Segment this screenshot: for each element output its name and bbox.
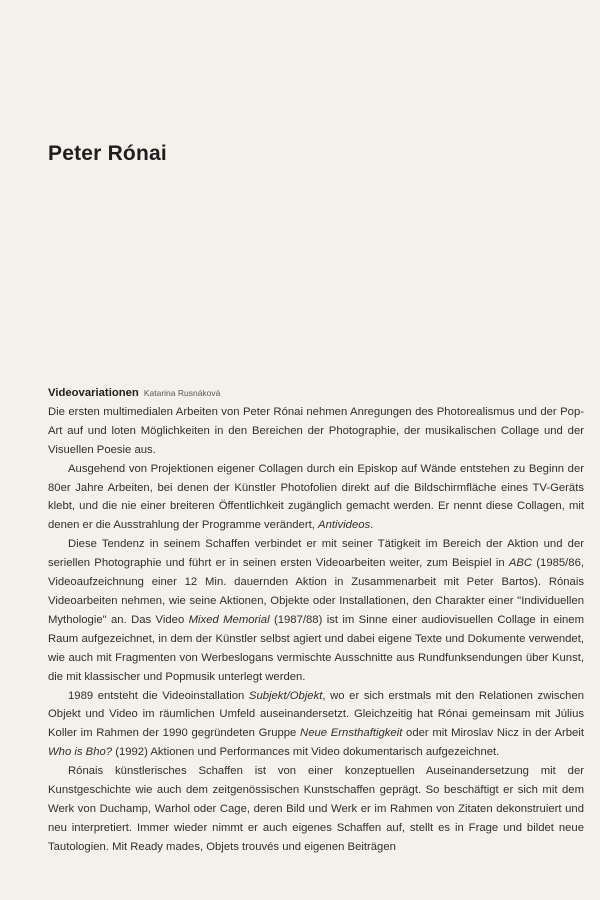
paragraph-5: Rónais künstlerisches Schaffen ist von einer konzeptuellen Auseinandersetzung mit der Kunstgeschichte wie auch dem zeitgenössischen Kunstschaffen geprägt. So beschäftigt er sich mit dem Werk von Duchamp, Warhol oder Cage, deren Bild und Werk er im Rahmen von Zitaten dekonstruiert und neu interpretiert. Immer wieder nimmt er auch eigenes Schaffen auf, stellt es in Frage und bildet neue Tautologien. Mit Ready mades, Objets trouvés und eigenen Beiträgen — [48, 765, 584, 853]
paragraph-3-part-b: (1985/86, Videoaufzeichnung einer 12 Min. dauernden Aktion in Zusammenarbeit mit Peter Bartos). Rónais Videoarbeiten nehmen, wie seine Aktionen, Objekte oder Installationen, den Charakter einer "Individuellen Mythologie" an. Das Video — [48, 557, 585, 626]
work-title-subjekt-objekt: Subjekt/Objekt — [248, 689, 323, 702]
paragraph-2-text: Ausgehend von Projektionen eigener Collagen durch ein Episkop auf Wände entstehen zu Beginn der 80er Jahre Arbeiten, bei denen der Künstler Photofolien direkt auf die Bildschirmfläche eines TV-Geräts klebt, und die nie einer breiteren Öffentlichkeit zugänglich gemacht werden. Er nennt diese Collagen, mit denen er die Ausstrahlung der Programme verändert, — [48, 462, 584, 532]
paragraph-4-part-c: oder mit Miroslav Nicz in der Arbeit — [402, 727, 584, 740]
group-title-neue-ernsthaftigkeit: Neue Ernsthaftigkeit — [300, 727, 403, 740]
work-title-abc: ABC — [508, 557, 533, 570]
paragraph-4 — [48, 687, 584, 763]
paragraph-3 — [48, 535, 584, 686]
paragraph-2 — [48, 460, 584, 536]
page-title: Peter Rónai — [48, 142, 167, 165]
paragraph-4-part-b: , wo er sich erstmals mit den Relationen zwischen Objekt und Video im räumlichen Umfeld auseinandersetzt. Gleichzeitig hat Rónai gemeinsam mit Július Koller im Rahmen der 1990 gegründeten Gruppe — [48, 689, 585, 740]
work-title-antivideos: Antivideos — [318, 519, 371, 532]
paragraph-1: Die ersten multimedialen Arbeiten von Peter Rónai nehmen Anregungen des Photorealismus und der Pop-Art auf und loten Möglichkeiten in den Bereichen der Photographie, der musikalischen Collage und der Visuellen Poesie aus. — [48, 405, 584, 456]
paragraph-4-part-a: 1989 entsteht die Videoinstallation — [68, 689, 249, 702]
paragraph-4-part-d: (1992) Aktionen und Performances mit Video dokumentarisch aufgezeichnet. — [112, 746, 500, 759]
paragraph-3-part-a: Diese Tendenz in seinem Schaffen verbindet er mit seiner Tätigkeit im Bereich der Aktion und der seriellen Photographie und führt er in seinen ersten Videoarbeiten weiter, zum Beispiel in — [48, 538, 584, 570]
work-title-mixed-memorial: Mixed Memorial — [188, 613, 270, 626]
paragraph-3-part-c: (1987/88) ist im Sinne einer audiovisuellen Collage in einem Raum aufgezeichnet, in dem der Künstler selbst agiert und dabei eigene Texte und Dokumente verwendet, wie auch mit Fragmenten von Werbeslogans vermischte Ausschnitte aus Rundfunksendungen über Kunst, die mit klassischer und Popmusik unterlegt werden. — [48, 613, 584, 683]
work-title-who-is-bho: Who is Bho? — [48, 746, 113, 759]
article-body — [48, 384, 584, 857]
section-heading-line — [48, 384, 584, 403]
author-name: Katarina Rusnáková — [143, 388, 221, 398]
section-heading: Videovariationen — [48, 387, 139, 399]
paragraph-2-end: . — [370, 519, 374, 532]
